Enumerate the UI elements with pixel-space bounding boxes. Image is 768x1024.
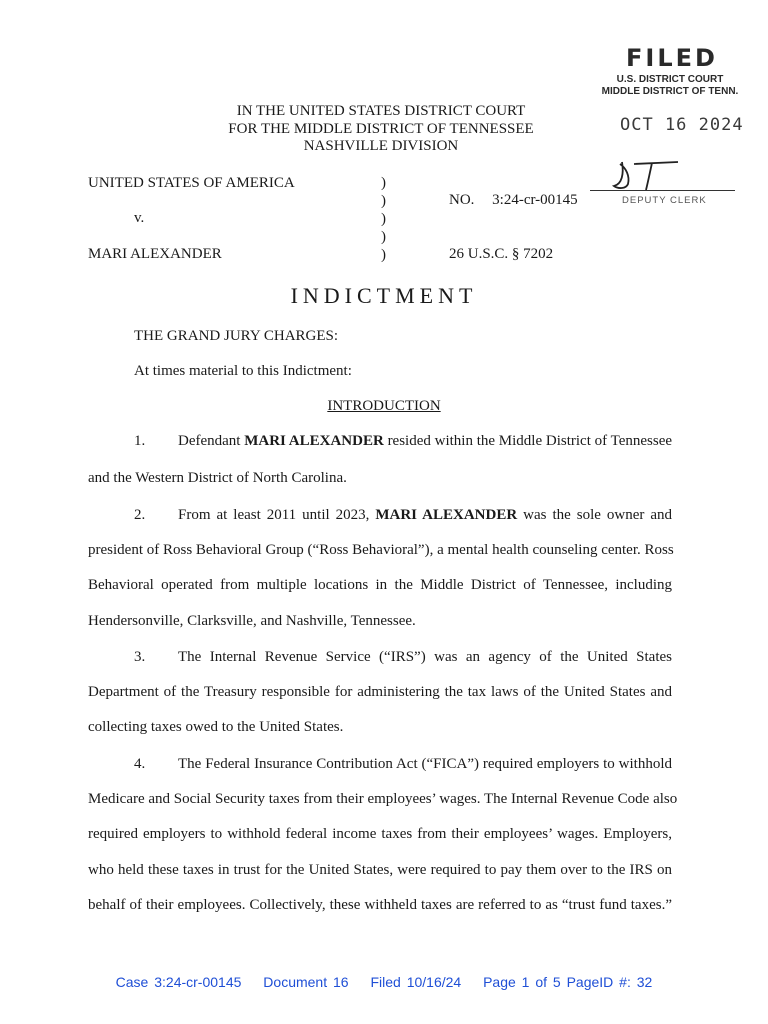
- paragraph-line: and the Western District of North Carolina.: [88, 470, 347, 486]
- caption-paren: ): [381, 247, 386, 263]
- footer-case[interactable]: Case 3:24-cr-00145: [115, 974, 242, 990]
- statute: 26 U.S.C. § 7202: [449, 246, 554, 262]
- stamp-court-line1: U.S. DISTRICT COURT: [616, 74, 724, 85]
- paragraph-line: Medicare and Social Security taxes from their employees’ wages. The Internal Revenue Code also: [88, 791, 678, 807]
- paragraph-number: 3.: [134, 649, 146, 665]
- paragraph-line: Hendersonville, Clarksville, and Nashville, Tennessee.: [88, 613, 416, 629]
- paragraph-line: The Federal Insurance Contribution Act (“FICA”) required employers to withhold: [178, 756, 672, 772]
- grand-jury-charges: THE GRAND JURY CHARGES:: [134, 328, 339, 344]
- court-line-3: NASHVILLE DIVISION: [303, 138, 459, 154]
- paragraph-line: president of Ross Behavioral Group (“Ross Behavioral”), a mental health counseling center. Ross: [88, 542, 674, 558]
- document-title: INDICTMENT: [290, 283, 478, 308]
- paragraph-line: Defendant MARI ALEXANDER resided within the Middle District of Tennessee: [178, 433, 673, 449]
- paragraph-number: 1.: [134, 433, 146, 449]
- caption-paren: ): [381, 211, 386, 227]
- stamp-date: OCT 16 2024: [620, 115, 744, 135]
- paragraph-number: 4.: [134, 756, 146, 772]
- section-heading: INTRODUCTION: [327, 398, 441, 414]
- filed-stamp: FILED: [626, 44, 718, 72]
- caption-versus: v.: [134, 210, 145, 226]
- paragraph-line: who held these taxes in trust for the United States, were required to pay them over to the IRS on: [88, 862, 672, 878]
- ecf-footer: [0, 974, 768, 990]
- case-number: [449, 192, 578, 209]
- stamp-court-line2: MIDDLE DISTRICT OF TENN.: [601, 86, 739, 97]
- caption-paren: ): [381, 229, 386, 245]
- case-number-label: NO.: [449, 192, 475, 208]
- times-material: At times material to this Indictment:: [134, 363, 352, 379]
- court-header: [0, 103, 768, 156]
- caption-defendant: MARI ALEXANDER: [88, 246, 222, 262]
- defendant-name-bold: MARI ALEXANDER: [375, 507, 518, 523]
- paragraph-line: required employers to withhold federal income taxes from their employees’ wages. Employers,: [88, 826, 672, 842]
- filed-stamp-court: [590, 74, 750, 98]
- paragraph-number: 2.: [134, 507, 146, 523]
- footer-filed[interactable]: Filed 10/16/24: [370, 974, 462, 990]
- clerk-signature: [600, 154, 690, 199]
- paragraph-line: Department of the Treasury responsible for administering the tax laws of the United States and: [88, 684, 672, 700]
- paragraph-line: The Internal Revenue Service (“IRS”) was an agency of the United States: [178, 649, 672, 665]
- paragraph-line: collecting taxes owed to the United States.: [88, 719, 344, 735]
- signature-icon: [600, 154, 690, 194]
- paragraph-line: Behavioral operated from multiple locations in the Middle District of Tennessee, including: [88, 577, 672, 593]
- paragraph-line: From at least 2011 until 2023, MARI ALEXANDER was the sole owner and: [178, 507, 673, 523]
- footer-page[interactable]: Page 1 of 5 PageID #: 32: [483, 974, 653, 990]
- caption-paren: ): [381, 175, 386, 191]
- deputy-clerk-label: DEPUTY CLERK: [622, 195, 707, 206]
- footer-document[interactable]: Document 16: [263, 974, 349, 990]
- defendant-name-bold: MARI ALEXANDER: [244, 433, 384, 449]
- paragraph-line: behalf of their employees. Collectively, these withheld taxes are referred to as “trust fund taxes.”: [88, 897, 672, 913]
- caption-plaintiff: UNITED STATES OF AMERICA: [88, 175, 295, 191]
- court-line-1: IN THE UNITED STATES DISTRICT COURT: [236, 103, 526, 119]
- caption-paren: ): [381, 193, 386, 209]
- court-line-2: FOR THE MIDDLE DISTRICT OF TENNESSEE: [228, 120, 534, 137]
- signature-line: [590, 190, 735, 191]
- case-number-value: 3:24-cr-00145: [492, 192, 578, 208]
